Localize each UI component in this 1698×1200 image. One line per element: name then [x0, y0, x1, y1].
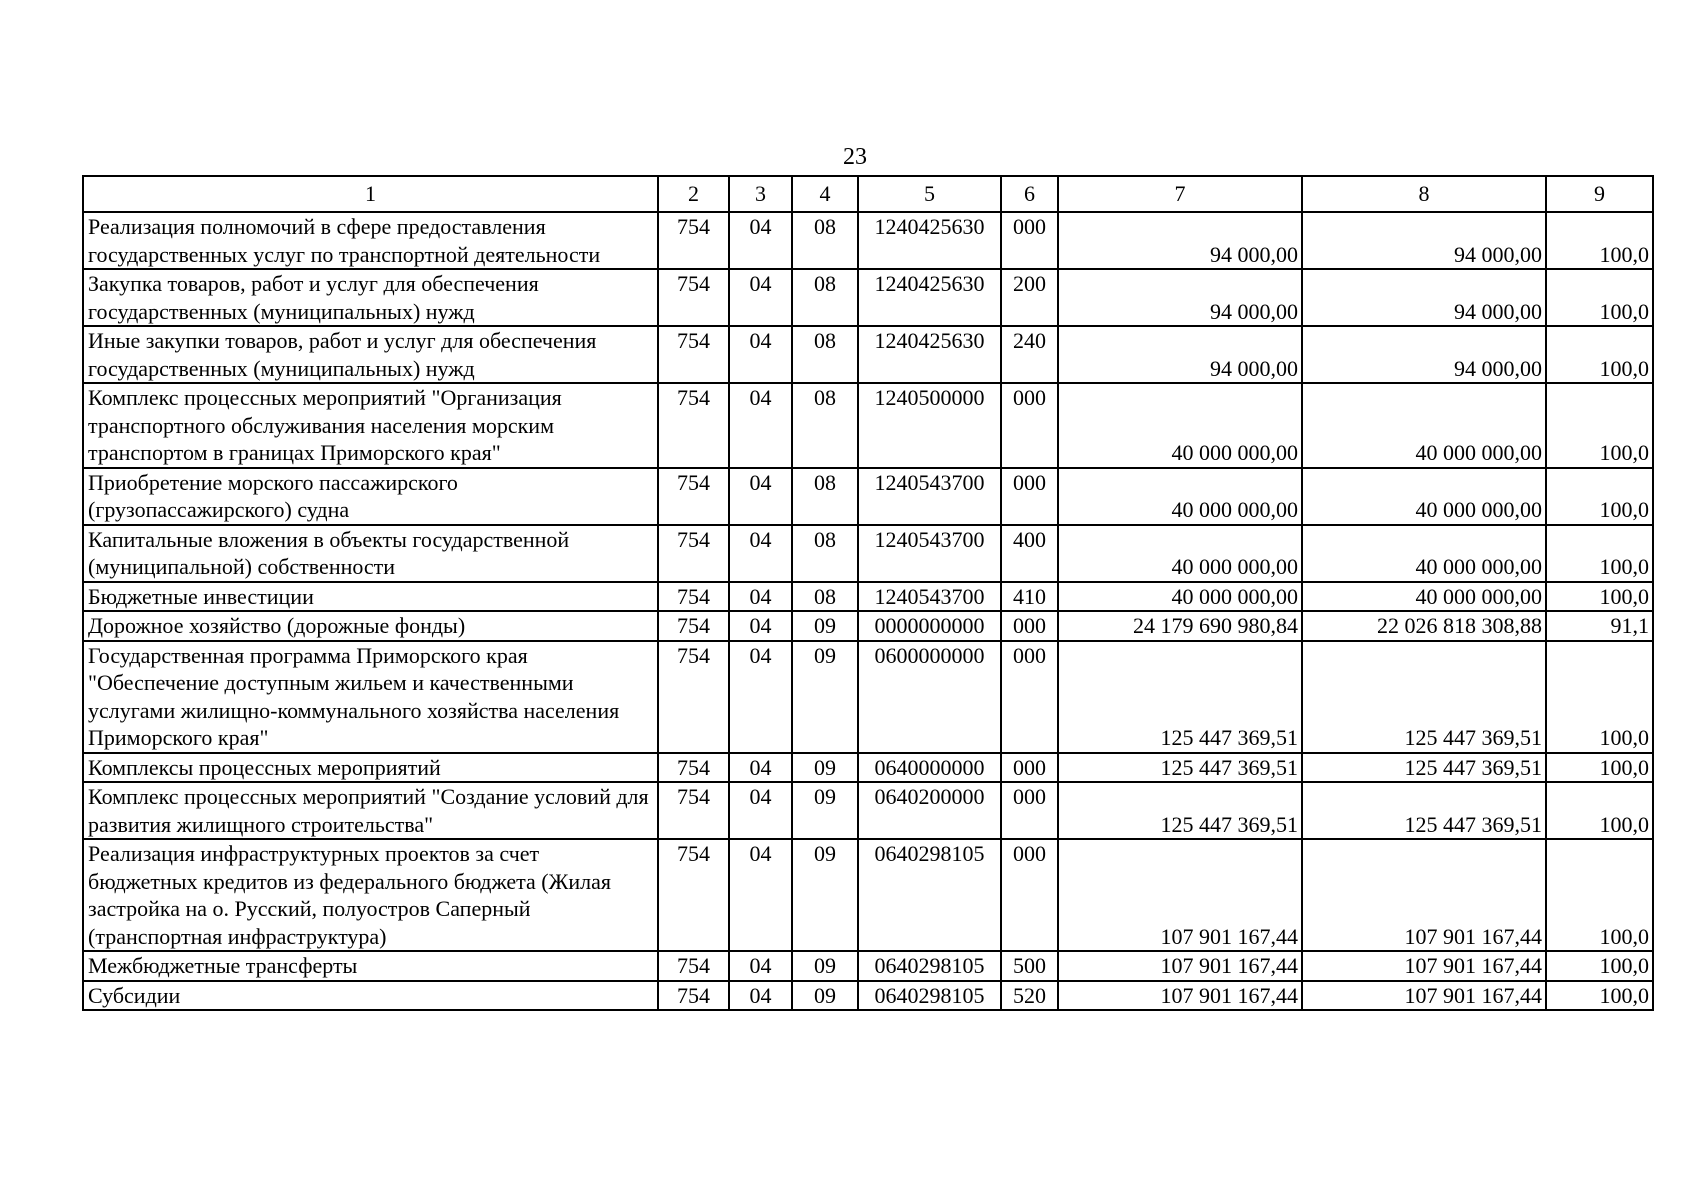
row-name-cell: Приобретение морского пассажирского (грузопассажирского) судна — [83, 468, 658, 525]
expense-type-cell: 200 — [1001, 269, 1058, 326]
column-header-4: 4 — [792, 176, 858, 212]
admin-code-cell: 754 — [658, 212, 729, 269]
expense-type-cell: 000 — [1001, 468, 1058, 525]
executed-amount-cell: 40 000 000,00 — [1302, 383, 1546, 468]
expense-type-cell: 000 — [1001, 611, 1058, 641]
execution-percent-cell: 100,0 — [1546, 951, 1653, 981]
table-row — [83, 468, 1653, 525]
execution-percent-cell: 100,0 — [1546, 326, 1653, 383]
target-article-cell: 0640000000 — [858, 753, 1001, 783]
admin-code-cell: 754 — [658, 468, 729, 525]
row-name-cell: Дорожное хозяйство (дорожные фонды) — [83, 611, 658, 641]
execution-percent-cell: 100,0 — [1546, 641, 1653, 753]
planned-amount-cell: 94 000,00 — [1058, 326, 1302, 383]
target-article-cell: 0640298105 — [858, 839, 1001, 951]
planned-amount-cell: 40 000 000,00 — [1058, 468, 1302, 525]
target-article-cell: 0640298105 — [858, 951, 1001, 981]
expense-type-cell: 240 — [1001, 326, 1058, 383]
table-header — [83, 176, 1653, 212]
executed-amount-cell: 107 901 167,44 — [1302, 839, 1546, 951]
table-row — [83, 981, 1653, 1011]
execution-percent-cell: 100,0 — [1546, 468, 1653, 525]
planned-amount-cell: 107 901 167,44 — [1058, 839, 1302, 951]
expense-type-cell: 000 — [1001, 383, 1058, 468]
table-row — [83, 582, 1653, 612]
execution-percent-cell: 100,0 — [1546, 753, 1653, 783]
expense-type-cell: 000 — [1001, 782, 1058, 839]
section-cell: 04 — [729, 269, 792, 326]
planned-amount-cell: 125 447 369,51 — [1058, 641, 1302, 753]
executed-amount-cell: 40 000 000,00 — [1302, 468, 1546, 525]
section-cell: 04 — [729, 468, 792, 525]
admin-code-cell: 754 — [658, 582, 729, 612]
execution-percent-cell: 100,0 — [1546, 981, 1653, 1011]
target-article-cell: 0640298105 — [858, 981, 1001, 1011]
table-row — [83, 269, 1653, 326]
subsection-cell: 08 — [792, 383, 858, 468]
execution-percent-cell: 100,0 — [1546, 269, 1653, 326]
row-name-cell: Иные закупки товаров, работ и услуг для обеспечения государственных (муниципальных) нужд — [83, 326, 658, 383]
table-body — [83, 212, 1653, 1010]
expense-type-cell: 000 — [1001, 753, 1058, 783]
execution-percent-cell: 100,0 — [1546, 782, 1653, 839]
table-row — [83, 782, 1653, 839]
target-article-cell: 1240425630 — [858, 326, 1001, 383]
section-cell: 04 — [729, 782, 792, 839]
expense-type-cell: 400 — [1001, 525, 1058, 582]
column-header-5: 5 — [858, 176, 1001, 212]
section-cell: 04 — [729, 212, 792, 269]
planned-amount-cell: 40 000 000,00 — [1058, 383, 1302, 468]
subsection-cell: 08 — [792, 269, 858, 326]
admin-code-cell: 754 — [658, 383, 729, 468]
admin-code-cell: 754 — [658, 525, 729, 582]
subsection-cell: 09 — [792, 782, 858, 839]
expense-type-cell: 000 — [1001, 212, 1058, 269]
executed-amount-cell: 40 000 000,00 — [1302, 582, 1546, 612]
executed-amount-cell: 107 901 167,44 — [1302, 981, 1546, 1011]
admin-code-cell: 754 — [658, 981, 729, 1011]
executed-amount-cell: 94 000,00 — [1302, 269, 1546, 326]
executed-amount-cell: 94 000,00 — [1302, 326, 1546, 383]
admin-code-cell: 754 — [658, 326, 729, 383]
executed-amount-cell: 40 000 000,00 — [1302, 525, 1546, 582]
subsection-cell: 09 — [792, 611, 858, 641]
execution-percent-cell: 100,0 — [1546, 582, 1653, 612]
table-row — [83, 326, 1653, 383]
column-header-7: 7 — [1058, 176, 1302, 212]
row-name-cell: Государственная программа Приморского края "Обеспечение доступным жильем и качественными услугами жилищно-коммунального хозяйства населения Приморского края" — [83, 641, 658, 753]
column-header-1: 1 — [83, 176, 658, 212]
expense-type-cell: 000 — [1001, 641, 1058, 753]
section-cell: 04 — [729, 981, 792, 1011]
target-article-cell: 1240425630 — [858, 269, 1001, 326]
expense-type-cell: 500 — [1001, 951, 1058, 981]
executed-amount-cell: 94 000,00 — [1302, 212, 1546, 269]
table-row — [83, 839, 1653, 951]
target-article-cell: 0000000000 — [858, 611, 1001, 641]
section-cell: 04 — [729, 753, 792, 783]
row-name-cell: Комплекс процессных мероприятий "Организация транспортного обслуживания населения морским транспортом в границах Приморского края" — [83, 383, 658, 468]
section-cell: 04 — [729, 525, 792, 582]
section-cell: 04 — [729, 582, 792, 612]
executed-amount-cell: 125 447 369,51 — [1302, 782, 1546, 839]
planned-amount-cell: 94 000,00 — [1058, 269, 1302, 326]
table-row — [83, 641, 1653, 753]
table-row — [83, 611, 1653, 641]
table-row — [83, 753, 1653, 783]
subsection-cell: 09 — [792, 753, 858, 783]
planned-amount-cell: 94 000,00 — [1058, 212, 1302, 269]
expense-type-cell: 410 — [1001, 582, 1058, 612]
admin-code-cell: 754 — [658, 641, 729, 753]
target-article-cell: 1240425630 — [858, 212, 1001, 269]
executed-amount-cell: 22 026 818 308,88 — [1302, 611, 1546, 641]
table-row — [83, 525, 1653, 582]
admin-code-cell: 754 — [658, 951, 729, 981]
planned-amount-cell: 107 901 167,44 — [1058, 951, 1302, 981]
planned-amount-cell: 125 447 369,51 — [1058, 753, 1302, 783]
planned-amount-cell: 40 000 000,00 — [1058, 525, 1302, 582]
subsection-cell: 08 — [792, 212, 858, 269]
execution-percent-cell: 100,0 — [1546, 525, 1653, 582]
section-cell: 04 — [729, 951, 792, 981]
column-header-6: 6 — [1001, 176, 1058, 212]
planned-amount-cell: 24 179 690 980,84 — [1058, 611, 1302, 641]
expense-type-cell: 000 — [1001, 839, 1058, 951]
budget-table — [82, 175, 1654, 1011]
executed-amount-cell: 125 447 369,51 — [1302, 641, 1546, 753]
admin-code-cell: 754 — [658, 611, 729, 641]
row-name-cell: Закупка товаров, работ и услуг для обеспечения государственных (муниципальных) нужд — [83, 269, 658, 326]
table-row — [83, 383, 1653, 468]
admin-code-cell: 754 — [658, 782, 729, 839]
subsection-cell: 08 — [792, 525, 858, 582]
target-article-cell: 0600000000 — [858, 641, 1001, 753]
target-article-cell: 1240543700 — [858, 468, 1001, 525]
subsection-cell: 09 — [792, 951, 858, 981]
row-name-cell: Капитальные вложения в объекты государственной (муниципальной) собственности — [83, 525, 658, 582]
admin-code-cell: 754 — [658, 269, 729, 326]
planned-amount-cell: 40 000 000,00 — [1058, 582, 1302, 612]
row-name-cell: Субсидии — [83, 981, 658, 1011]
row-name-cell: Комплекс процессных мероприятий "Создание условий для развития жилищного строительства" — [83, 782, 658, 839]
admin-code-cell: 754 — [658, 753, 729, 783]
table-row — [83, 951, 1653, 981]
section-cell: 04 — [729, 641, 792, 753]
target-article-cell: 0640200000 — [858, 782, 1001, 839]
executed-amount-cell: 107 901 167,44 — [1302, 951, 1546, 981]
execution-percent-cell: 100,0 — [1546, 212, 1653, 269]
subsection-cell: 08 — [792, 468, 858, 525]
column-header-9: 9 — [1546, 176, 1653, 212]
section-cell: 04 — [729, 326, 792, 383]
subsection-cell: 08 — [792, 582, 858, 612]
column-header-3: 3 — [729, 176, 792, 212]
execution-percent-cell: 100,0 — [1546, 383, 1653, 468]
row-name-cell: Реализация инфраструктурных проектов за счет бюджетных кредитов из федерального бюджета (Жилая застройка на о. Русский, полуостров Саперный (транспортная инфраструктура) — [83, 839, 658, 951]
target-article-cell: 1240543700 — [858, 582, 1001, 612]
admin-code-cell: 754 — [658, 839, 729, 951]
planned-amount-cell: 125 447 369,51 — [1058, 782, 1302, 839]
section-cell: 04 — [729, 611, 792, 641]
row-name-cell: Реализация полномочий в сфере предоставления государственных услуг по транспортной деятельности — [83, 212, 658, 269]
subsection-cell: 08 — [792, 326, 858, 383]
section-cell: 04 — [729, 839, 792, 951]
planned-amount-cell: 107 901 167,44 — [1058, 981, 1302, 1011]
section-cell: 04 — [729, 383, 792, 468]
page-number: 23 — [843, 144, 867, 170]
header-row — [83, 176, 1653, 212]
execution-percent-cell: 100,0 — [1546, 839, 1653, 951]
subsection-cell: 09 — [792, 839, 858, 951]
table-row — [83, 212, 1653, 269]
target-article-cell: 1240500000 — [858, 383, 1001, 468]
subsection-cell: 09 — [792, 641, 858, 753]
column-header-8: 8 — [1302, 176, 1546, 212]
executed-amount-cell: 125 447 369,51 — [1302, 753, 1546, 783]
subsection-cell: 09 — [792, 981, 858, 1011]
row-name-cell: Бюджетные инвестиции — [83, 582, 658, 612]
execution-percent-cell: 91,1 — [1546, 611, 1653, 641]
target-article-cell: 1240543700 — [858, 525, 1001, 582]
expense-type-cell: 520 — [1001, 981, 1058, 1011]
row-name-cell: Межбюджетные трансферты — [83, 951, 658, 981]
column-header-2: 2 — [658, 176, 729, 212]
row-name-cell: Комплексы процессных мероприятий — [83, 753, 658, 783]
